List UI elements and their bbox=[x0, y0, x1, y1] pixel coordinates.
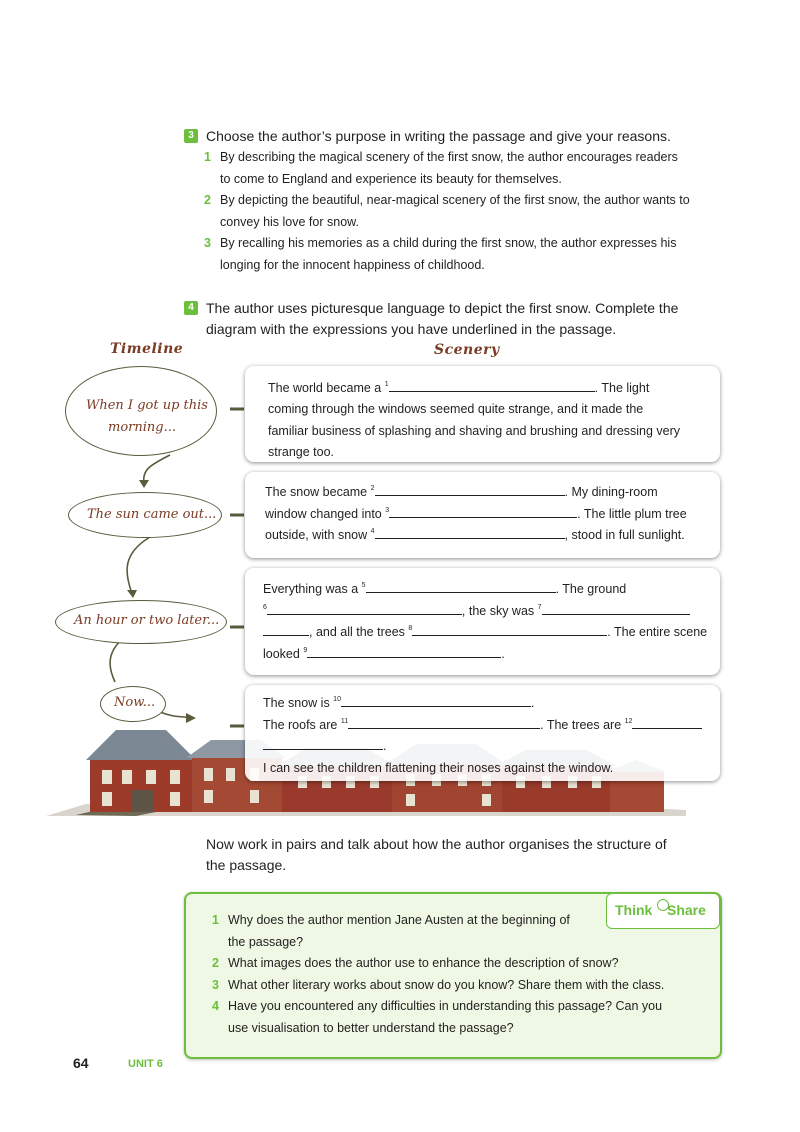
answer-blank-11[interactable] bbox=[348, 715, 540, 729]
timeline-bubble-later bbox=[55, 600, 227, 644]
answer-blank-6[interactable] bbox=[267, 601, 462, 615]
box-text: . The light bbox=[594, 381, 650, 395]
option-item bbox=[204, 190, 724, 233]
option-line: convey his love for snow. bbox=[220, 214, 359, 229]
box-text: . My dining-room bbox=[564, 485, 658, 499]
answer-blank-8[interactable] bbox=[412, 622, 607, 636]
bubble-text: The sun came out... bbox=[87, 507, 217, 522]
box-text: . The entire scene bbox=[607, 625, 708, 639]
page-number: 64 bbox=[73, 1055, 89, 1071]
answer-blank-7-cont[interactable] bbox=[263, 622, 309, 636]
option-line: By describing the magical scenery of the first snow, the author encourages readers bbox=[220, 150, 678, 164]
timeline-bubble-now bbox=[100, 686, 166, 722]
box-text: familiar business of splashing and shaving and brushing and dressing very bbox=[268, 424, 681, 438]
option-item bbox=[204, 233, 724, 276]
box-text: strange too. bbox=[268, 445, 335, 459]
answer-blank-2[interactable] bbox=[375, 482, 565, 496]
answer-blank-7[interactable] bbox=[542, 601, 690, 615]
box-text: looked bbox=[263, 647, 304, 661]
box-text: window changed into bbox=[265, 507, 386, 521]
item-number: 3 bbox=[212, 978, 219, 992]
answer-blank-12[interactable] bbox=[632, 715, 702, 729]
option-line: to come to England and experience its beauty for themselves. bbox=[220, 171, 562, 186]
box-text: The snow became bbox=[265, 485, 371, 499]
think-share-badge bbox=[606, 893, 720, 929]
blank-number: 3 bbox=[385, 507, 390, 514]
badge-think: Think bbox=[615, 902, 653, 918]
answer-blank-1[interactable] bbox=[389, 378, 595, 392]
box-text: . The ground bbox=[555, 582, 627, 596]
instruction-line: Now work in pairs and talk about how the author organises the structure of bbox=[206, 836, 667, 852]
blank-number: 7 bbox=[537, 604, 542, 611]
blank-number: 2 bbox=[370, 485, 375, 492]
option-line: By recalling his memories as a child during the first snow, the author expresses his bbox=[220, 236, 677, 250]
scenery-heading: Scenery bbox=[434, 342, 500, 358]
think-share-item bbox=[212, 910, 570, 953]
answer-blank-3[interactable] bbox=[389, 504, 577, 518]
blank-number: 8 bbox=[408, 625, 413, 632]
timeline-heading: Timeline bbox=[110, 341, 184, 357]
scenery-box-3 bbox=[245, 568, 720, 675]
option-number: 3 bbox=[204, 236, 211, 250]
blank-number: 10 bbox=[333, 696, 341, 703]
bubble-text: morning... bbox=[108, 420, 176, 435]
scenery-box-4 bbox=[245, 685, 720, 781]
option-number: 1 bbox=[204, 150, 211, 164]
unit-label: UNIT 6 bbox=[128, 1058, 163, 1070]
box-text: The roofs are bbox=[263, 718, 341, 732]
option-line: By depicting the beautiful, near-magical scenery of the first snow, the author wants to bbox=[220, 193, 690, 207]
scenery-box-2 bbox=[245, 472, 720, 558]
question-prompt: Choose the author’s purpose in writing the passage and give your reasons. bbox=[206, 128, 671, 144]
think-share-item bbox=[212, 953, 619, 975]
think-share-item bbox=[212, 996, 662, 1039]
bubble-text: An hour or two later... bbox=[74, 613, 220, 628]
item-number: 2 bbox=[212, 956, 219, 970]
answer-blank-4[interactable] bbox=[375, 525, 565, 539]
item-number: 4 bbox=[212, 999, 219, 1013]
box-text: coming through the windows seemed quite strange, and it made the bbox=[268, 402, 644, 416]
box-text: outside, with snow bbox=[265, 528, 371, 542]
question-number-badge: 4 bbox=[184, 301, 198, 315]
pair-work-instruction bbox=[206, 834, 726, 876]
option-line: longing for the innocent happiness of childhood. bbox=[220, 257, 485, 272]
box-text: The world became a bbox=[268, 381, 385, 395]
box-text: I can see the children flattening their noses against the window. bbox=[263, 761, 614, 775]
question-number-badge: 3 bbox=[184, 129, 198, 143]
item-line: What images does the author use to enhance the description of snow? bbox=[228, 956, 619, 970]
timeline-bubble-morning bbox=[65, 366, 217, 456]
box-text: . bbox=[501, 647, 505, 661]
badge-share: Share bbox=[667, 902, 706, 918]
box-text: Everything was a bbox=[263, 582, 362, 596]
blank-number: 11 bbox=[340, 718, 349, 725]
timeline-bubble-sun bbox=[68, 492, 222, 538]
question-3 bbox=[184, 126, 744, 276]
think-share-item bbox=[212, 975, 664, 997]
box-text: , stood in full sunlight. bbox=[564, 528, 685, 542]
question-prompt-line: diagram with the expressions you have underlined in the passage. bbox=[206, 321, 617, 337]
answer-blank-12-cont[interactable] bbox=[263, 736, 383, 750]
option-item bbox=[204, 147, 724, 190]
question-4 bbox=[184, 298, 744, 342]
blank-number: 4 bbox=[370, 528, 375, 535]
answer-blank-5[interactable] bbox=[366, 579, 556, 593]
blank-number: 1 bbox=[384, 381, 389, 388]
item-line: use visualisation to better understand the passage? bbox=[228, 1020, 514, 1035]
option-number: 2 bbox=[204, 193, 211, 207]
box-text: . bbox=[530, 696, 535, 710]
blank-number: 12 bbox=[624, 718, 633, 725]
box-text: , and all the trees bbox=[309, 625, 409, 639]
item-line: Why does the author mention Jane Austen at the beginning of bbox=[228, 913, 570, 927]
answer-blank-10[interactable] bbox=[341, 693, 531, 707]
scenery-box-1 bbox=[245, 366, 720, 462]
box-text: The snow is bbox=[263, 696, 334, 710]
instruction-line: the passage. bbox=[206, 857, 287, 873]
box-text: . The trees are bbox=[540, 718, 625, 732]
item-line: What other literary works about snow do you know? Share them with the class. bbox=[228, 978, 665, 992]
question-prompt-line: The author uses picturesque language to depict the first snow. Complete the bbox=[206, 300, 679, 316]
blank-number: 6 bbox=[263, 604, 267, 611]
box-text: , the sky was bbox=[461, 604, 538, 618]
bubble-text: Now... bbox=[114, 695, 156, 710]
box-text: . bbox=[383, 739, 387, 753]
blank-number: 9 bbox=[303, 647, 308, 654]
think-share-box bbox=[184, 892, 722, 1059]
box-text: . The little plum tree bbox=[577, 507, 687, 521]
bubble-text: When I got up this bbox=[86, 398, 208, 413]
item-line: Have you encountered any difficulties in understanding this passage? Can you bbox=[228, 999, 663, 1013]
blank-number: 5 bbox=[361, 582, 366, 589]
item-line: the passage? bbox=[228, 934, 304, 949]
item-number: 1 bbox=[212, 913, 219, 927]
answer-blank-9[interactable] bbox=[307, 644, 501, 658]
